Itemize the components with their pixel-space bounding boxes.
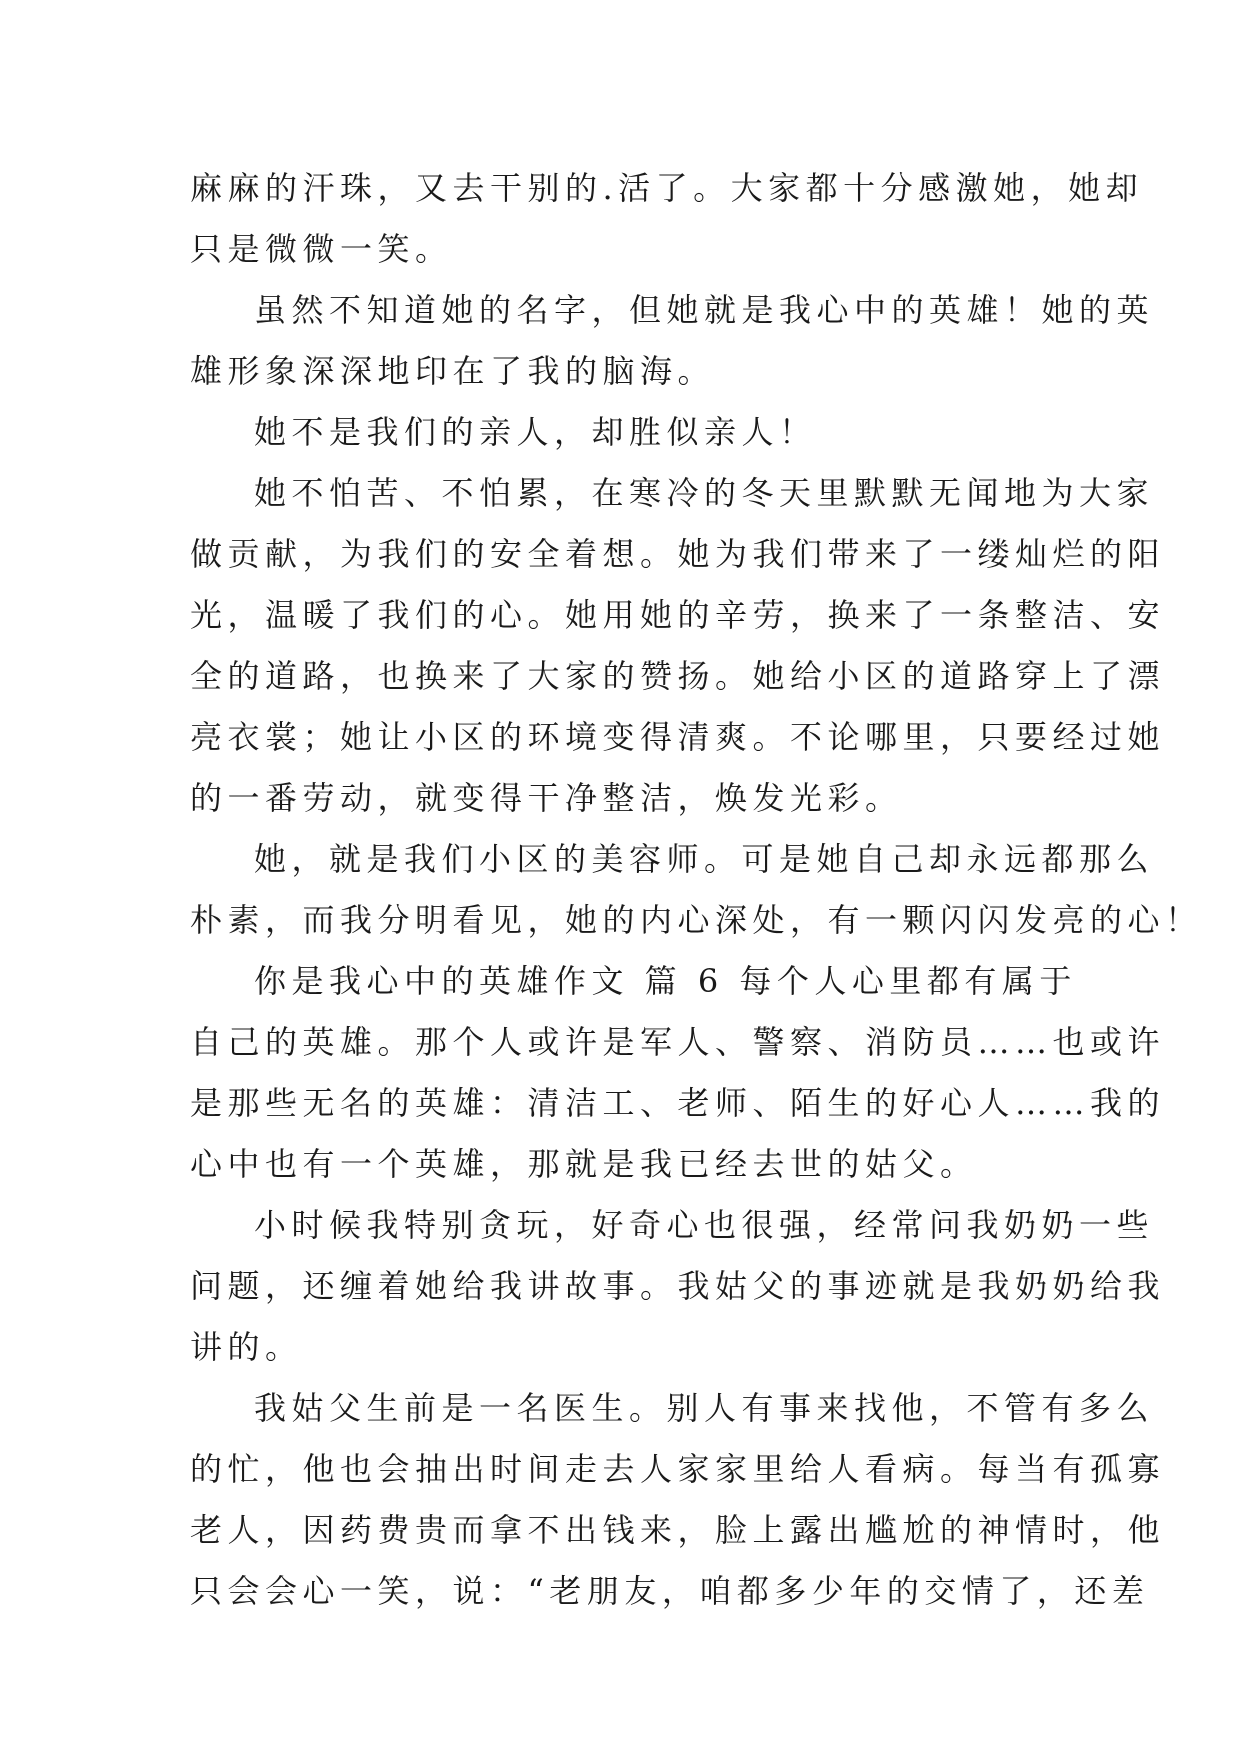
- text-line: 她不怕苦、不怕累，在寒冷的冬天里默默无闻地为大家: [254, 474, 1155, 512]
- body-text: [190, 158, 1203, 1622]
- text-line: 全的道路，也换来了大家的赞扬。她给小区的道路穿上了漂: [190, 657, 1166, 695]
- text-line: 只会会心一笑，说：“老朋友，咱都多少年的交情了，还差: [190, 1572, 1150, 1610]
- text-line: 她，就是我们小区的美容师。可是她自己却永远都那么: [254, 840, 1155, 878]
- section-heading-line: 你是我心中的英雄作文 篇 6 每个人心里都有属于: [254, 962, 1077, 1000]
- text-line: 心中也有一个英雄，那就是我已经去世的姑父。: [190, 1145, 978, 1183]
- text-line: 朴素，而我分明看见，她的内心深处，有一颗闪闪发亮的心！: [190, 901, 1203, 939]
- text-line: 光，温暖了我们的心。她用她的辛劳，换来了一条整洁、安: [190, 596, 1166, 634]
- text-line: 问题，还缠着她给我讲故事。我姑父的事迹就是我奶奶给我: [190, 1267, 1166, 1305]
- text-line: 只是微微一笑。: [190, 230, 453, 268]
- text-line: 做贡献，为我们的安全着想。她为我们带来了一缕灿烂的阳: [190, 535, 1166, 573]
- text-line: 的一番劳动，就变得干净整洁，焕发光彩。: [190, 779, 903, 817]
- text-line: 讲的。: [190, 1328, 303, 1366]
- text-line: 我姑父生前是一名医生。别人有事来找他，不管有多么: [254, 1389, 1155, 1427]
- text-line: 虽然不知道她的名字，但她就是我心中的英雄！她的英: [254, 291, 1155, 329]
- text-line: 她不是我们的亲人，却胜似亲人！: [254, 413, 817, 451]
- text-line: 老人，因药费贵而拿不出钱来，脸上露出尴尬的神情时，他: [190, 1511, 1166, 1549]
- text-line: 麻麻的汗珠，又去干别的.活了。大家都十分感激她，她却: [190, 169, 1144, 207]
- text-line: 自己的英雄。那个人或许是军人、警察、消防员……也或许: [190, 1023, 1166, 1061]
- text-line: 亮衣裳；她让小区的环境变得清爽。不论哪里，只要经过她: [190, 718, 1166, 756]
- text-line: 的忙，他也会抽出时间走去人家家里给人看病。每当有孤寡: [190, 1450, 1166, 1488]
- text-line: 雄形象深深地印在了我的脑海。: [190, 352, 716, 390]
- text-line: 小时候我特别贪玩，好奇心也很强，经常问我奶奶一些: [254, 1206, 1155, 1244]
- text-line: 是那些无名的英雄：清洁工、老师、陌生的好心人……我的: [190, 1084, 1166, 1122]
